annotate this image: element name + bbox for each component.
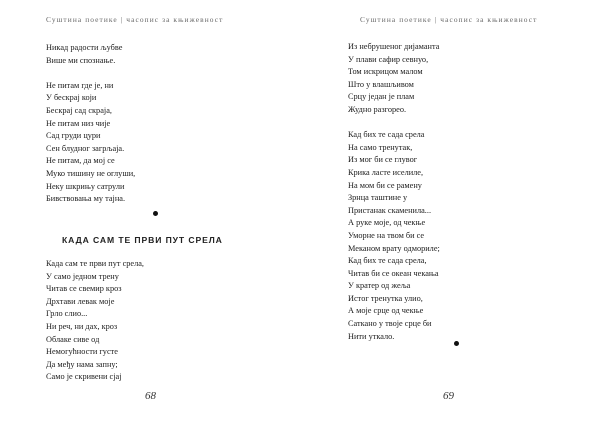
poem-beginning — [46, 258, 144, 384]
verse-line: Да међу нама запну; — [46, 359, 118, 369]
verse-line: Крика ласте иселиле, — [348, 167, 424, 177]
verse-line: На само тренутак, — [348, 142, 413, 152]
verse-line: Само је скривени сјај — [46, 372, 122, 382]
verse-line: Не питам где је, ни — [46, 80, 114, 90]
verse-line: Никад радости љубве — [46, 43, 123, 52]
verse-line: У бескрај који — [46, 93, 97, 103]
verse-line: Ни реч, ни дах, кроз — [46, 321, 118, 331]
verse-line: Пристанак скаменила... — [348, 205, 432, 215]
verse-line: Кад бих те сада срела, — [348, 256, 427, 266]
verse-line: Читав се свемир кроз — [46, 284, 122, 294]
verse-line: Више ми спознање. — [46, 55, 116, 65]
verse-line: Из небрушеног дијаманта — [348, 42, 440, 51]
page-number: 69 — [443, 390, 454, 402]
verse-line: Кад бих те сада срела — [348, 130, 425, 140]
verse-line: Бивствовања му тајна. — [46, 194, 126, 204]
verse-line: Саткано у твоје срце би — [348, 319, 432, 329]
verse-line: Меканом врату одмориле; — [348, 243, 440, 253]
verse-line: А руке моје, од чекње — [348, 218, 426, 228]
verse-line: Из мог би се глувог — [348, 155, 418, 165]
verse-line: У кратер од жеља — [348, 281, 411, 291]
verse-line: Уморне на твом би се — [348, 230, 425, 240]
poem-continuation — [348, 41, 440, 343]
stanza-break — [46, 67, 135, 80]
verse-line: Не питам, да мој се — [46, 156, 115, 166]
verse-line: Бескрај сад скраја, — [46, 105, 112, 115]
verse-line: Облаке сиве од — [46, 334, 100, 344]
verse-line: Нити уткало. — [348, 331, 395, 341]
verse-line: Срцу један је плам — [348, 92, 415, 102]
verse-line: Муко тишину не оглуши, — [46, 168, 136, 178]
running-head: Суштина поетике | часопис за књижевност — [360, 15, 538, 24]
end-dot — [454, 341, 459, 346]
verse-line: Жудно разгорео. — [348, 104, 407, 114]
verse-line: На мом би се рамену — [348, 180, 422, 190]
verse-line: Том искрицом малом — [348, 67, 423, 77]
verse-line: А моје срце од чекње — [348, 306, 424, 316]
stanza-break — [348, 117, 440, 130]
verse-line: Дрхтави левак моје — [46, 296, 115, 306]
verse-line: Сен блудног загрљаја. — [46, 143, 125, 153]
verse-line: Не питам низ чије — [46, 118, 111, 128]
poem-ending — [46, 42, 135, 206]
verse-line: У плави сафир севнуо, — [348, 54, 429, 64]
verse-line: Грло слио... — [46, 309, 88, 319]
verse-line: Читав би се океан чекања — [348, 268, 439, 278]
verse-line: Зрнца таштине у — [348, 193, 408, 203]
verse-line: Када сам те први пут срела, — [46, 259, 144, 268]
running-head: Суштина поетике | часопис за књижевност — [46, 15, 224, 24]
section-divider-dot — [153, 211, 158, 216]
verse-line: Немогућности густе — [46, 347, 118, 357]
page-number: 68 — [145, 390, 156, 402]
right-page — [300, 0, 600, 425]
verse-line: У само једном трену — [46, 271, 119, 281]
verse-line: Истог тренутка улио, — [348, 293, 423, 303]
verse-line: Што у влашљивом — [348, 79, 414, 89]
verse-line: Сад груди цури — [46, 131, 101, 141]
poem-title: КАДА САМ ТЕ ПРВИ ПУТ СРЕЛА — [62, 235, 223, 245]
verse-line: Неку шкрињу сатрули — [46, 181, 125, 191]
